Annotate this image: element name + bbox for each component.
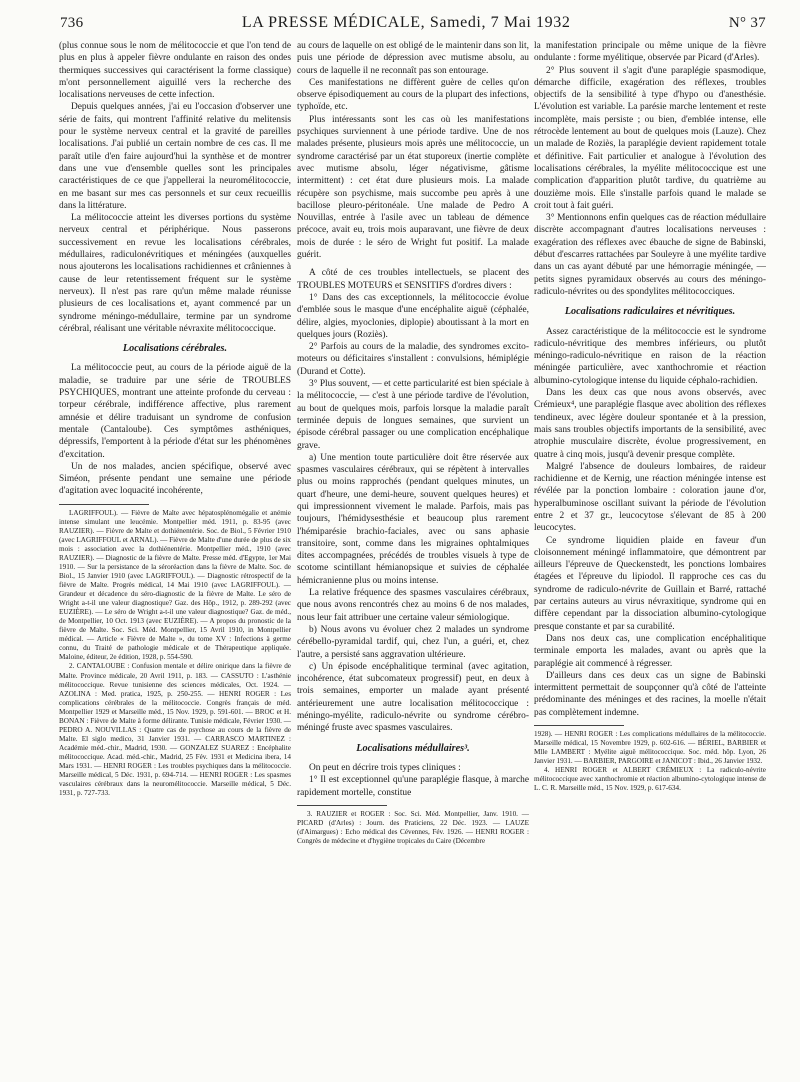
column-left — [59, 40, 291, 1070]
paragraph: b) Nous avons vu évoluer chez 2 malades un syndrome cérébello-pyramidal tardif, qui, chez l'un, a guéri, et, chez l'autre, a persisté sans aggravation ultérieure. — [297, 624, 529, 660]
section-heading-radicular: Localisations radiculaires et névritiques. — [564, 306, 736, 318]
paragraph: La relative fréquence des spasmes vasculaires cérébraux, que nous avons rencontrés chez au moins 6 de nos malades, nous leur fait attribuer une certaine valeur sémiologique. — [297, 588, 529, 623]
paragraph: c) Un épisode encéphalitique terminal (avec agitation, incohérence, état subcomateux progressif) peut, en deux à trois semaines, emporter un malade ayant présenté antérieurement une autre localisation mélitococcique : méningo-myélite, radiculo-névrite ou syndrome cérébro-méningé fruste avec spasmes vasculaires. — [297, 661, 529, 734]
paragraph: a) Une mention toute particulière doit être réservée aux spasmes vasculaires cérébraux, qui se répètent à intervalles plus ou moins rapprochés (pendant quelques minutes, un quart d'heure, une demi-heure, souvent quelques heures) et qui impressionnent vivement le malade. Parfois, mais pas toujours, l'hémidysesthésie et beaucoup plus rarement l'hémiparésie brachio-faciales, avec ou sans aphasie transitoire, sont, comme dans les migraines ophtalmiques dites accompagnées, précédés de troubles visuels à type de scotome scintillant hémianopsique et suivies de céphalée hémicranienne plus ou moins intense. — [297, 452, 529, 586]
footnote: LAGRIFFOUL). — Fièvre de Malte avec hépatosplénomégalie et anémie intense simulant une leucémie. Montpellier méd. 1911, p. 83-95 (avec RAUZIER). — Fièvre de Malte et dothiénentérie. Soc. de Biol., 5 Février 1910 (avec LAGRIFFOUL et ARNAL). — Fièvre de Malte d'une durée de plus de six mois : association avec la dothiénentérie. Montpellier méd., 1910 (avec RAUZIER). — Diagnostic de la fièvre de Malte. Presse méd. d'Egypte, 1er Mai 1910. — Sur la persistance de la séroréaction dans la fièvre de Malte. Soc. de Biol., 15 Janvier 1910 (avec LAGRIFFOUL). — Diagnostic rétrospectif de la fièvre de Malte. Progrès médical, 14 Mai 1910 (avec LAGRIFFOUL). — Grandeur et décadence du séro-diagnostic de la fièvre de Malte. Le séro de Wright a-t-il une valeur diagnostique? Gaz. des Hôp., 1912, p. 289-292 (avec EUZIÈRE). — Le séro de Wright a-t-il une valeur diagnostique? Gaz. de méd., de Montpellier, 10 Oct. 1913 (avec EUZIÈRE). — A propos du pronostic de la fièvre de Malte. Soc. Sci. Méd. Montpellier, 15 Avril 1910, in Montpellier médical. — Article « Fièvre de Malte », du tome XV : Infections à germe connu, du Traité de pathologie médicale et de Thérapeutique appliquée. Maloine, éditeur, 2e édition, 1928, p. 554-590. — [59, 508, 291, 662]
footnote: 1928). — HENRI ROGER : Les complications médullaires de la mélitococcie. Marseille médical, 15 Novembre 1929, p. 602-616. — BÉRIEL, BARBIER et Mlle LAMBERT : Myélite aiguë mélitococcique. Soc. méd. hôp. Lyon, 26 Janvier 1931. — BARBIER, PARGOIRE et JANICOT : Ibid., 26 Janvier 1932. — [534, 730, 766, 766]
paragraph: Ce syndrome liquidien plaide en faveur d'un cloisonnement méningé inflammatoire, que démontrent par ailleurs l'épreuve de Queckenstedt, les ponctions lombaires étagées et l'épreuve du lipiodol. Il rapproche ces cas du syndrome de radiculo-névrite de Guillain et Barré, rattaché par certains auteurs au virus névraxitique, syndrome qui en diffère cependant par la dissociation albumino-cytologique presque constante et par sa curabilité. — [534, 535, 766, 632]
page-number: 736 — [60, 15, 84, 31]
running-header — [60, 14, 766, 36]
section-heading-medullary: Localisations médullaires³. — [356, 742, 470, 754]
paragraph: 2° Parfois au cours de la maladie, des syndromes excito-moteurs ou déficitaires s'installent : convulsions, hémiplégie (Durand et Cotte). — [297, 342, 529, 377]
paragraph: A côté de ces troubles intellectuels, se placent des TROUBLES MOTEURS et SENSITIFS d'ordres divers : — [297, 268, 529, 291]
paragraph: (plus connue sous le nom de mélitococcie et que l'on tend de plus en plus à appeler fièvre ondulante en raison des ondes thermiques successives qui caractérisent la forme classique) m'ont personnellement aiguillé vers la recherche des localisations nerveuses de cette infection. — [59, 41, 291, 101]
footnote: 3. RAUZIER et ROGER : Soc. Sci. Méd. Montpellier, Janv. 1910. — PICARD (d'Arles) : Journ. des Praticiens, 22 Déc. 1923. — LAUZE (d'Aimargues) : Echo médical des Cévennes, Fév. 1926. — HENRI ROGER : Congrès de médecine et d'hygiène tropicales du Caire (Décembre — [297, 809, 529, 845]
paragraph: On peut en décrire trois types cliniques : — [309, 762, 461, 773]
paragraph: 1° Dans des cas exceptionnels, la mélitococcie évolue d'emblée sous le masque d'une encéphalite aiguë (céphalée, délire, algies, myoclonies, diplopie) aboutissant à la mort en quelques jours (Roziès). — [297, 292, 529, 340]
paragraph: D'ailleurs dans ces deux cas un signe de Babinski intermittent permettait de soupçonner qu'à côté de l'atteinte prédominante des méninges et des racines, la moelle n'était pas complètement indemne. — [534, 670, 766, 718]
journal-title: LA PRESSE MÉDICALE, Samedi, 7 Mai 1932 — [241, 14, 571, 31]
footnote-separator — [534, 725, 624, 726]
paragraph: 1° Il est exceptionnel qu'une paraplégie flasque, à marche rapidement mortelle, constitue — [297, 775, 529, 798]
paragraph: La mélitococcie atteint les diverses portions du système nerveux central et périphérique. Nous passerons successivement en revue les localisations cérébrales, médullaires, radiculonévritiques et méningées (auxquelles nous ajouterons les localisations rachidiennes et crâniennes à cause de leur retentissement fréquent sur le système nerveux). Il n'est pas rare qu'un même malade réunisse plusieurs de ces localisations et, ayant commencé par un syndrome méningo-médullaire, termine par un syndrome cérébral, réalisant une véritable névraxite mélitococcique. — [59, 213, 291, 334]
footnote-separator — [297, 805, 387, 806]
footnote: 2. CANTALOUBE : Confusion mentale et délire onirique dans la fièvre de Malte. Province médicale, 20 Avril 1911, p. 183. — CASSUTO : L'asthénie mélitococcique. Revue tunisienne des sciences médicales, Oct. 1924. — AZOLINA : Med. pratica, 1925, p. 250-255. — HENRI ROGER : Les complications cérébrales de la mélitococcie. Congrès français de méd. Montpellier 1929 et Marseille méd., 15 Nov. 1929, p. 591-601. — BROC et H. BONAN : Fièvre de Malte à forme délirante. Tunisie médicale, Février 1930. — PEDRO A. NOUVILLAS : Quatre cas de psychose au cours de la fièvre de Malte. El siglo medico, 31 Janvier 1931. — CARRASCO MARTINEZ : Académie méd.-chir., Madrid, 1930. — GONZALEZ SUAREZ : Encéphalite mélitococcique. Acad. méd.-chir., Madrid, 25 Fév. 1931 et Medicina ibera, 14 Mars 1931. — HENRI ROGER : Les troubles psychiques dans la mélitococcie. Marseille médical, 5 Déc. 1931, p. 694-714. — HENRI ROGER : Les spasmes vasculaires cérébraux dans la neuromélitococcie. Marseille médical, 5 Déc. 1931, p. 727-733. — [59, 662, 291, 798]
footnotes — [534, 730, 766, 793]
paragraph: Depuis quelques années, j'ai eu l'occasion d'observer une série de faits, qui montrent l'affinité relative du melitensis pour le système nerveux central et la gravité de pareilles localisations. J'ai publié un certain nombre de ces cas. Il me paraît utile d'en faire aujourd'hui la synthèse et de montrer dans une vue d'ensemble quelles sont les principales caractéristiques de ce que j'appellerai la neuromélitococcie, en me basant sur mes cas personnels et sur ceux recueillis dans la littérature. — [59, 102, 291, 211]
paragraph: Ces manifestations ne diffèrent guère de celles qu'on observe épisodiquement au cours de la plupart des infections, typhoïde, etc. — [297, 77, 529, 113]
section-heading-cerebral: Localisations cérébrales. — [122, 343, 228, 355]
paragraph: Malgré l'absence de douleurs lombaires, de raideur rachidienne et de Kernig, une réaction méningée intense est révélée par la ponction lombaire : coloration jaune d'or, hyperalbuminose oscillant suivant la période de l'évolution entre 2 et 37 gr., leucocytose s'élevant de 85 à 200 leucocytes. — [534, 461, 766, 534]
issue-number: N° 37 — [728, 15, 766, 31]
paragraph: Un de nos malades, ancien spécifique, observé avec Siméon, présente pendant une semaine une période d'agitation avec loquacité incohérente, — [59, 461, 291, 497]
paragraph: Assez caractéristique de la mélitococcie est le syndrome radiculo-névritique des membres inférieurs, ou plutôt méningo-radiculo-névritique en raison de la réaction méningée particulière, avec xanthochromie et réaction albumino-cytologique intense du liquide céphalo-rachidien. — [534, 326, 766, 386]
paragraph: Dans les deux cas que nous avons observés, avec Crémieux⁴, une paraplégie flasque avec abolition des réflexes tendineux, avec légère douleur spontanée et à la pression, mais sans troubles objectifs importants de la sensibilité, avec atrophie musculaire discrète, évolue progressivement, en quatre à cinq mois, jusqu'à devenir presque complète. — [534, 388, 766, 460]
paragraph: La mélitococcie peut, au cours de la période aiguë de la maladie, se traduire par une série de TROUBLES PSYCHIQUES, montrant une atteinte profonde du cerveau : torpeur cérébrale, indifférence affective, plus rarement amnésie et délire traduisant un syndrome de confusion mentale (Cantaloube). Ces symptômes asthéniques, dépressifs, l'emportent à la période d'état sur les phénomènes d'excitation. — [59, 363, 291, 460]
paragraph: 3° Mentionnons enfin quelques cas de réaction médullaire discrète accompagnant d'autres localisations nerveuses : exagération des réflexes avec ébauche de signe de Babinski, début d'escarres rattachées par Souleyre à une myélite tardive dans un cas ayant débuté par une hémorragie méningée, — petits signes pyramidaux observés au cours des méningo-radiculo-névrites ou des spondylites mélitococciques. — [534, 213, 766, 297]
paragraph: Dans nos deux cas, une complication encéphalitique terminale emporta les malades, avant ou après que la paraplégie ait commencé à régresser. — [534, 633, 766, 669]
footnote: 4. HENRI ROGER et ALBERT CRÉMIEUX : La radiculo-névrite mélitococcique avec xanthochromie et réaction albumino-cytologique intense de L. C. R. Marseille méd., 15 Nov. 1929, p. 617-634. — [534, 766, 766, 793]
footnotes — [297, 810, 529, 846]
column-right — [534, 40, 766, 1070]
column-middle — [297, 40, 529, 1070]
footnotes — [59, 509, 291, 799]
paragraph: la manifestation principale ou même unique de la fièvre ondulante : forme myélitique, observée par Picard (d'Arles). — [534, 41, 766, 64]
paragraph: 3° Plus souvent, — et cette particularité est bien spéciale à la mélitococcie, — c'est à une période tardive de l'évolution, au bout de quelques mois, parfois lorsque la maladie paraît terminée depuis de longues semaines, que survient un épisode cérébral passager ou une complication encéphalique grave. — [297, 379, 529, 451]
footnote-separator — [59, 504, 149, 505]
paragraph: 2° Plus souvent il s'agit d'une paraplégie spasmodique, démarche difficile, exagération des réflexes, troubles objectifs de la sensibilité à type d'hypo ou d'anesthésie. L'évolution est variable. La parésie marche lentement et reste incomplète, mais persiste ; ou bien, d'emblée intense, elle rétrocède lentement au bout de quelques mois (Lauze). Chez un malade de Roziès, la paraplégie devient rapidement totale et définitive. Fait particulier et analogue à l'évolution des localisations cérébrales, la myélite mélitococcique est une complication d'apparition plutôt tardive, du quatrième au douzième mois. Elle s'installe parfois quand le malade se croit tout à fait guéri. — [534, 65, 766, 211]
paragraph: au cours de laquelle on est obligé de le maintenir dans son lit, puis une période de dépression avec mutisme absolu, au cours de laquelle il ne reconnaît pas son entourage. — [297, 41, 529, 76]
paragraph: Plus intéressants sont les cas où les manifestations psychiques surviennent à une période tardive. Une de nos malades présente, plusieurs mois après une mélitococcie, un syndrome caractérisé par un état stuporeux (inertie complète avec mutisme absolu, léger négativisme, gâtisme intermittent) : cet état dure plusieurs mois. La malade récupère son psychisme, mais succombe peu après à une bacillose pleuro-péritonéale. Une malade de Pedro A Nouvillas, entrée à l'asile avec un tableau de démence précoce, avait eu, trois mois auparavant, une fièvre de deux mois de durée : le séro de Wright fut positif. La malade guérit. — [297, 114, 529, 261]
